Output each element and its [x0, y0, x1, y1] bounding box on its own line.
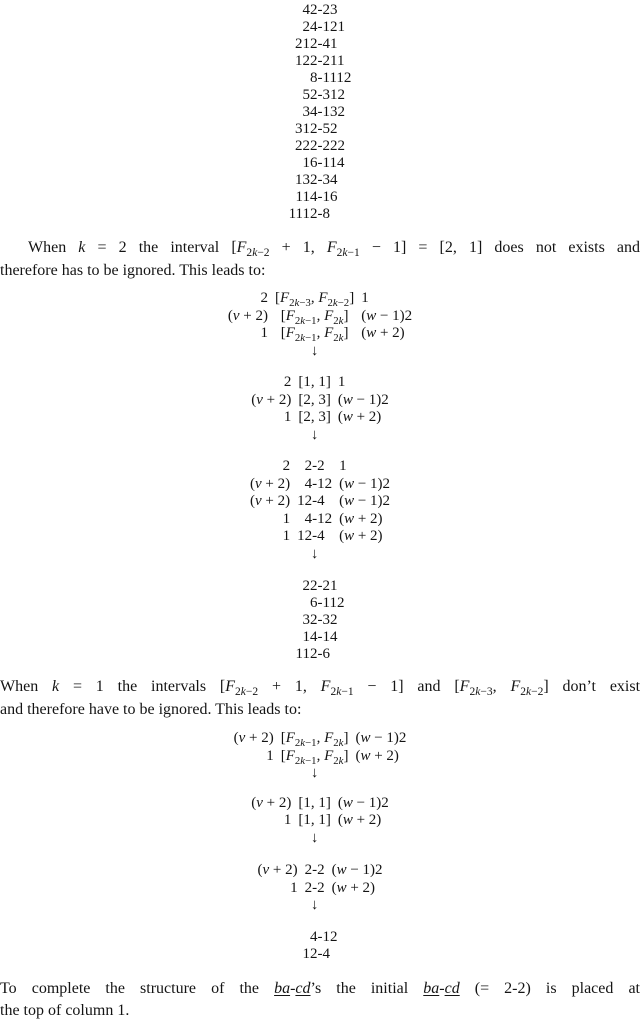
- cell-middle: [$F_{2k-1}$, $F_{2k}$]: [280, 747, 349, 767]
- math-array-row: [257, 862, 382, 880]
- pair-left: 12-: [302, 945, 323, 962]
- cell-right: (w + 2): [355, 747, 399, 764]
- cell-empty: [234, 765, 281, 783]
- cell-left: 1: [282, 510, 291, 527]
- cell-middle-right: 12: [317, 475, 333, 492]
- cell-left: 2: [260, 290, 268, 306]
- cell-left: (v + 2): [249, 475, 291, 492]
- pair-right: 222: [322, 138, 345, 154]
- math-array-row: [228, 290, 412, 308]
- pair-left: 212-: [295, 36, 323, 52]
- math-array-row: [250, 476, 390, 494]
- cell-middle: [2, 3]: [298, 409, 331, 425]
- cell-right: (w + 2): [331, 879, 376, 896]
- cell-middle-left: 2-: [304, 879, 318, 896]
- math-array-row: [250, 511, 390, 529]
- cell-right: (w + 2): [337, 409, 382, 425]
- text-line: [0, 237, 640, 260]
- text-run: and: [403, 678, 455, 695]
- cell-left: 1: [290, 879, 298, 896]
- pair-list-middle: [0, 578, 640, 663]
- cell-middle: [$F_{2k-1}$, $F_{2k}$]: [280, 325, 349, 344]
- math-array-table: [228, 290, 412, 360]
- pair-right: 112: [322, 595, 345, 611]
- arrow-row: [251, 427, 389, 445]
- arrow-row: [228, 343, 412, 361]
- pair-right: 4: [322, 945, 330, 962]
- down-arrow-icon: ↓: [310, 897, 319, 913]
- math-array-row: [250, 528, 390, 546]
- cell-middle: [$F_{2k-1}$, $F_{2k}$]: [280, 730, 349, 749]
- text-line: [0, 1000, 640, 1023]
- cell-left: (v + 2): [249, 493, 291, 509]
- inline-math: [$F_{2k-3}$, $F_{2k-2}$]: [454, 678, 549, 699]
- pair-right: 41: [322, 36, 338, 52]
- text-run: therefore has to be ignored. This leads to:: [0, 261, 266, 279]
- arrow-row: [251, 830, 389, 848]
- cell-left: (v + 2): [227, 307, 268, 324]
- inline-math: k = 1: [52, 678, 104, 695]
- cell-right: (w − 1)2: [337, 794, 389, 811]
- cell-middle: [1, 1]: [298, 794, 331, 811]
- math-array-row: [257, 880, 382, 898]
- pair-right: 34: [322, 172, 338, 188]
- pair-left: 22-: [302, 578, 323, 594]
- pair-left: 34-: [302, 104, 323, 120]
- pair-left: 132-: [295, 172, 323, 188]
- cell-middle-left: 2-: [304, 458, 318, 474]
- pair-left: 1112-: [288, 206, 323, 222]
- text-line: [0, 978, 640, 1001]
- math-array-row: [234, 748, 407, 766]
- underlined-term: cd: [444, 979, 460, 997]
- cell-right: (w − 1)2: [355, 730, 407, 746]
- cell-right: (w − 1)2: [361, 307, 413, 324]
- math-array-row: [251, 374, 389, 392]
- pair-right: 12: [322, 928, 338, 945]
- math-array-5: [0, 795, 640, 848]
- cell-middle-right: 4: [317, 528, 325, 544]
- cell-empty: [228, 343, 275, 361]
- paragraph-closing: [0, 978, 640, 1023]
- pair-left: 6-: [310, 595, 323, 611]
- text-run: don’t exist: [548, 678, 640, 695]
- text-line: [0, 260, 640, 283]
- underlined-term: ba: [423, 979, 440, 997]
- math-array-table: [257, 862, 382, 915]
- text-run: the top of column 1.: [0, 1002, 130, 1019]
- down-arrow-icon: ↓: [310, 545, 319, 562]
- cell-empty: [257, 897, 304, 915]
- text-run: (= 2-2) is placed at: [459, 979, 640, 997]
- cell-right: (w + 2): [361, 325, 405, 341]
- cell-middle-right: 12: [317, 510, 333, 527]
- down-arrow-icon: ↓: [310, 342, 319, 359]
- cell-right: (w + 2): [337, 812, 382, 828]
- cell-right: (w − 1)2: [339, 475, 391, 492]
- math-array-row: [251, 812, 389, 830]
- math-array-4: [0, 730, 640, 783]
- cell-middle-left: 12-: [297, 493, 318, 509]
- arrow-row: [257, 897, 382, 915]
- pair-left: 16-: [302, 155, 323, 171]
- math-array-row: [234, 730, 407, 748]
- cell-right: (w − 1)2: [331, 862, 383, 878]
- text-run: When: [0, 678, 53, 695]
- cell-empty: [331, 427, 389, 445]
- text-line: [0, 676, 640, 699]
- pair-left: 52-: [302, 87, 323, 103]
- text-run: and therefore have to be ignored. This leads to:: [0, 700, 302, 718]
- math-array-row: [250, 493, 390, 511]
- pair-right: 6: [322, 646, 330, 662]
- pair-left: 4-: [310, 928, 323, 945]
- cell-left: 1: [283, 812, 292, 828]
- cell-middle-left: 2-: [304, 862, 318, 878]
- pair-grid: [289, 2, 352, 223]
- math-array-row: [251, 409, 389, 427]
- pair-left: 8-: [310, 70, 323, 86]
- math-array-row: [250, 458, 390, 476]
- pair-right: 21: [322, 578, 338, 594]
- pair-left: 122-: [295, 53, 323, 69]
- pair-right: 23: [322, 2, 338, 18]
- pair-left: 222-: [295, 138, 323, 154]
- pair-left: 312-: [295, 121, 323, 137]
- math-array-3: [0, 458, 640, 563]
- cell-right: (w + 2): [339, 510, 383, 527]
- math-array-row: [251, 795, 389, 813]
- cell-empty: [325, 897, 383, 915]
- pair-left: 14-: [302, 629, 323, 645]
- math-array-2: [0, 374, 640, 444]
- cell-left: 2: [283, 374, 292, 390]
- pair-right: 114: [322, 155, 345, 171]
- text-run: does not exists and: [482, 239, 640, 256]
- paragraph-k1: [0, 676, 640, 721]
- pair-right: 52: [322, 121, 338, 137]
- cell-middle: [1, 1]: [298, 812, 331, 828]
- cell-middle-left: 4-: [304, 475, 318, 492]
- text-run: To complete the structure of the: [0, 979, 275, 997]
- arrow-row: [250, 546, 390, 564]
- cell-middle: [1, 1]: [298, 374, 331, 390]
- math-array-1: [0, 290, 640, 360]
- cell-left: (v + 2): [257, 862, 298, 878]
- arrow-row: [234, 765, 407, 783]
- cell-middle-left: 4-: [304, 510, 318, 527]
- text-run: When: [28, 239, 79, 256]
- pair-right: 1112: [322, 70, 352, 86]
- pair-right: 32: [322, 612, 338, 628]
- math-array-table: [234, 730, 407, 783]
- cell-right: 1: [337, 374, 346, 390]
- cell-middle: [$F_{2k-3}$, $F_{2k-2}$]: [274, 290, 355, 309]
- cell-empty: [251, 427, 298, 445]
- pair-left: 42-: [302, 2, 323, 18]
- cell-empty: [354, 343, 412, 361]
- text-run: -: [439, 979, 445, 997]
- cell-empty: [251, 830, 298, 848]
- underlined-term: ba: [274, 979, 291, 997]
- pair-left: 24-: [302, 19, 323, 35]
- cell-empty: [331, 830, 389, 848]
- pair-right: 312: [322, 87, 345, 103]
- cell-right: 1: [339, 458, 347, 474]
- pair-right: 211: [322, 53, 345, 69]
- text-run: ’s the initial: [310, 979, 424, 997]
- cell-right: (w + 2): [339, 528, 383, 544]
- cell-right: (w − 1)2: [339, 493, 391, 509]
- cell-middle-left: 12-: [297, 528, 318, 544]
- text-run: -: [290, 979, 296, 997]
- pair-list-top: [0, 2, 640, 223]
- pair-left: 32-: [302, 612, 323, 628]
- down-arrow-icon: ↓: [310, 765, 319, 781]
- cell-middle-right: 2: [317, 879, 325, 896]
- math-array-6: [0, 862, 640, 915]
- math-array-row: [228, 325, 412, 343]
- cell-middle: [2, 3]: [298, 391, 331, 408]
- pair-right: 14: [322, 629, 338, 645]
- inline-math: [$F_{2k-2} + 1$, $F_{2k-1} - 1$]: [219, 678, 404, 699]
- cell-left: (v + 2): [251, 391, 292, 408]
- cell-empty: [332, 546, 390, 564]
- cell-left: 1: [260, 325, 268, 341]
- math-array-table: [251, 374, 389, 444]
- cell-left: 1: [283, 409, 292, 425]
- pair-right: 16: [322, 189, 338, 205]
- cell-middle-right: 2: [317, 862, 325, 878]
- pair-left: 114-: [295, 189, 323, 205]
- cell-empty: [250, 546, 297, 564]
- paragraph-k2: [0, 237, 640, 282]
- cell-middle-right: 4: [317, 493, 325, 509]
- cell-left: 2: [282, 458, 291, 474]
- text-run: the intervals: [103, 678, 220, 695]
- inline-math: [$F_{2k-2} + 1$, $F_{2k-1} - 1] = [2$, 1]: [231, 239, 483, 260]
- cell-right: (w − 1)2: [337, 391, 389, 408]
- cell-left: (v + 2): [251, 794, 292, 811]
- pair-right: 8: [322, 206, 330, 222]
- pair-left: 112-: [295, 646, 323, 662]
- math-array-row: [251, 392, 389, 410]
- cell-middle-right: 2: [317, 458, 325, 474]
- cell-empty: [348, 765, 406, 783]
- down-arrow-icon: ↓: [310, 426, 319, 443]
- math-array-table: [251, 795, 389, 848]
- underlined-term: cd: [295, 979, 311, 997]
- pair-right: 132: [322, 104, 345, 120]
- down-arrow-icon: ↓: [310, 829, 319, 846]
- cell-left: 1: [282, 528, 291, 544]
- math-array-row: [228, 308, 412, 326]
- pair-list-bottom: [0, 929, 640, 963]
- math-array-table: [250, 458, 390, 563]
- pair-right: 121: [322, 19, 345, 35]
- pair-grid: [303, 929, 338, 963]
- cell-left: 1: [266, 747, 274, 764]
- cell-middle: [$F_{2k-1}$, $F_{2k}$]: [280, 307, 349, 327]
- inline-math: k = 2: [78, 239, 127, 256]
- cell-right: 1: [361, 290, 369, 306]
- cell-left: (v + 2): [233, 730, 274, 746]
- text-run: the interval: [126, 239, 232, 256]
- pair-grid: [296, 578, 345, 663]
- text-line: [0, 699, 640, 722]
